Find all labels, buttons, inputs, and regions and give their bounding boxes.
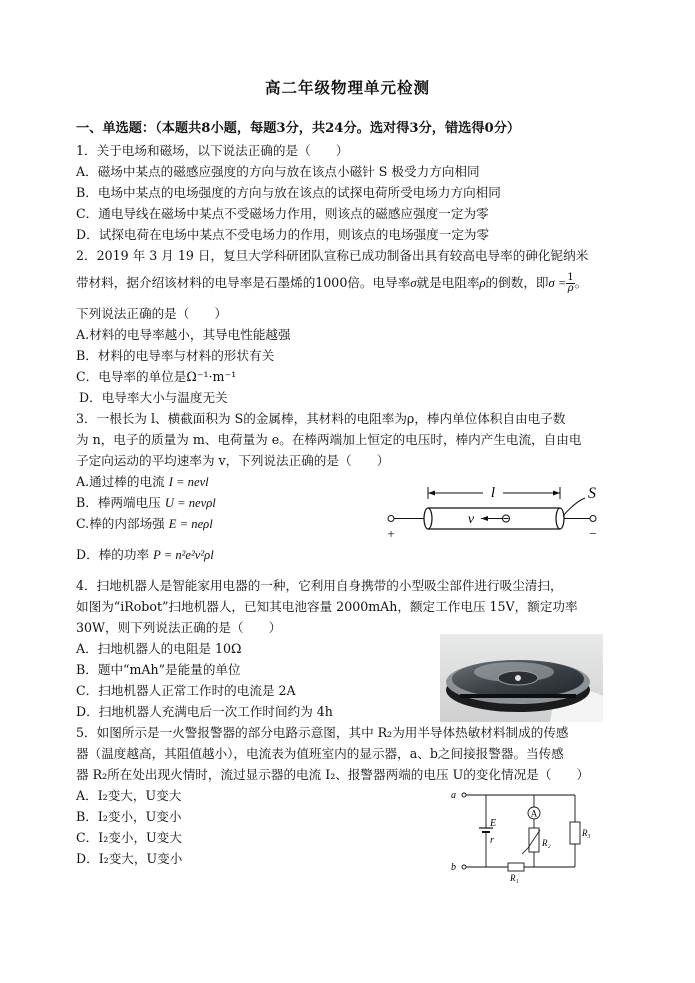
vacuum-clean-button-icon	[515, 675, 521, 681]
section-heading: 一、单选题：（本题共8小题，每题3分，共24分。选对得3分，错选得0分）	[76, 121, 521, 136]
q2-stem-part: 带材料，据介绍该材料的电导率是石墨烯的1000倍。电导率	[76, 275, 411, 290]
terminal-left	[388, 516, 394, 522]
q3-stem-line1: 3．一根长为 l、横截面积为 S的金属棒，其材料的电阻率为ρ，棒内单位体积自由电子数	[76, 411, 566, 426]
q4-option-b: B．题中“mAh”是能量的单位	[76, 662, 241, 677]
length-arrowhead-left	[428, 491, 435, 496]
q3-option-a	[76, 473, 209, 491]
rod-right-end	[556, 508, 564, 529]
q3-option-b	[76, 494, 216, 512]
rod-left-end	[424, 508, 432, 529]
rho-symbol: ρ	[479, 276, 486, 290]
q3-stem-line2: 为 n，电子的质量为 m、电荷量为 e。在棒两端加上恒定的电压时，棒内产生电流，自由电	[76, 432, 582, 447]
q5-option-d: D．I₂变大，U变小	[76, 851, 183, 866]
metal-rod-diagram	[385, 482, 610, 542]
minus-terminal-label: −	[589, 526, 597, 541]
r2-label: R₂	[542, 838, 551, 848]
velocity-arrowhead	[481, 516, 488, 521]
velocity-label: v	[467, 512, 475, 527]
q4-stem-line2: 如图为“iRobot”扫地机器人，已知其电池容量 2000mAh，额定工作电压 15V，额定功率	[76, 599, 578, 614]
q1-option-b: B．电场中某点的电场强度的方向与放在该点的试探电荷所受电场力方向相同	[76, 185, 501, 200]
q4-stem-line3: 30W，则下列说法正确的是（ ）	[76, 620, 282, 635]
formula-fraction	[566, 273, 574, 294]
q2-stem-part: 的倒数，即	[485, 275, 549, 290]
q1-option-a: A．磁场中某点的磁感应强度的方向与放在该点小磁针 S 极受力方向相同	[76, 164, 480, 179]
q3-option-b-equation: U = nevρl	[164, 496, 216, 510]
ammeter-label: A	[530, 808, 538, 819]
q1-option-d: D．试探电荷在电场中某点不受电场力的作用，则该点的电场强度一定为零	[76, 227, 490, 242]
q3-option-d-text: D．棒的功率	[76, 547, 150, 562]
q5-stem-line2: 器（温度越高，其阻值越小），电流表为值班室内的显示器，a、b之间接报警器。当传感	[76, 746, 564, 761]
q2-stem-line3: 下列说法正确的是（ ）	[76, 306, 228, 321]
q5-stem-line3: 器 R₂所在处出现火情时，流过显示器的电流 I₂、报警器两端的电压 U的变化情况是（ ）	[76, 767, 590, 782]
q3-option-d	[76, 546, 214, 564]
q4-option-d: D．扫地机器人充满电后一次工作时间约为 4h	[76, 704, 333, 719]
q3-option-d-equation: P = n²e²v²ρl	[153, 548, 214, 562]
plus-terminal-label: +	[387, 526, 395, 541]
internal-resistance-label: r	[490, 835, 494, 846]
fraction-denominator: ρ	[567, 283, 574, 294]
q2-option-d: D．电导率大小与温度无关	[79, 390, 228, 405]
q4-stem-line1: 4．扫地机器人是智能家用电器的一种，它利用自身携带的小型吸尘部件进行吸尘清扫，	[76, 578, 563, 593]
q3-option-b-text: B．棒两端电压	[76, 495, 161, 510]
q3-option-a-equation: I = nevl	[168, 475, 209, 489]
area-label: S	[588, 485, 596, 502]
q3-option-a-text: A.通过棒的电流	[76, 474, 165, 489]
r3-label: R₃	[582, 828, 591, 838]
resistor-r1	[508, 863, 524, 871]
terminal-b	[462, 865, 466, 869]
terminal-right	[590, 516, 596, 522]
q4-option-c: C．扫地机器人正常工作时的电流是 2A	[76, 683, 296, 698]
q2-option-c: C．电导率的单位是Ω⁻¹·m⁻¹	[76, 369, 237, 384]
q3-option-c-text: C.棒的内部场强	[76, 516, 165, 531]
q5-option-a: A．I₂变大，U变大	[76, 788, 182, 803]
resistor-r3	[570, 822, 580, 844]
page-title: 高二年级物理单元检测	[264, 78, 430, 97]
q2-option-b: B．材料的电导率与材料的形状有关	[76, 348, 275, 363]
q3-option-c	[76, 515, 213, 533]
area-leader-line	[563, 498, 585, 516]
fraction-numerator: 1	[567, 272, 574, 283]
q2-stem-part: 就是电阻率	[416, 275, 480, 290]
sigma-symbol: σ	[410, 276, 417, 290]
q2-stem-line2	[76, 273, 587, 294]
q2-stem-part: 。	[574, 275, 588, 290]
q3-stem-line3: 子定向运动的平均速率为 v，下列说法正确的是（ ）	[76, 453, 390, 468]
length-arrowhead-right	[553, 491, 560, 496]
length-label: l	[490, 485, 496, 501]
q3-option-c-equation: E = neρl	[168, 517, 213, 531]
q5-option-c: C．I₂变小，U变大	[76, 830, 182, 845]
q1-stem: 1．关于电场和磁场，以下说法正确的是（ ）	[76, 143, 349, 158]
q2-stem-line1: 2．2019 年 3 月 19 日，复旦大学科研团队宣称已成功制备出具有较高电导率的砷化铌纳米	[76, 248, 589, 263]
q5-option-b: B．I₂变小，U变小	[76, 809, 182, 824]
thermistor-r2	[529, 828, 539, 852]
emf-label: E	[490, 818, 497, 829]
robot-vacuum-photo	[440, 634, 603, 722]
q2-option-a: A.材料的电导率越小，其导电性能越强	[76, 327, 291, 342]
fire-alarm-circuit-diagram	[448, 786, 593, 884]
r1-label: R₁	[510, 873, 519, 883]
formula-lhs: σ =	[548, 276, 567, 290]
terminal-a-label: a	[451, 790, 456, 801]
terminal-b-label: b	[451, 862, 456, 873]
q5-stem-line1: 5．如图所示是一火警报警器的部分电路示意图，其中 R₂为用半导体热敏材料制成的传感	[76, 725, 569, 740]
q1-option-c: C．通电导线在磁场中某点不受磁场力作用，则该点的磁感应强度一定为零	[76, 206, 489, 221]
terminal-a	[462, 793, 466, 797]
q4-option-a: A．扫地机器人的电阻是 10Ω	[76, 641, 242, 656]
vacuum-shadow	[460, 694, 576, 698]
